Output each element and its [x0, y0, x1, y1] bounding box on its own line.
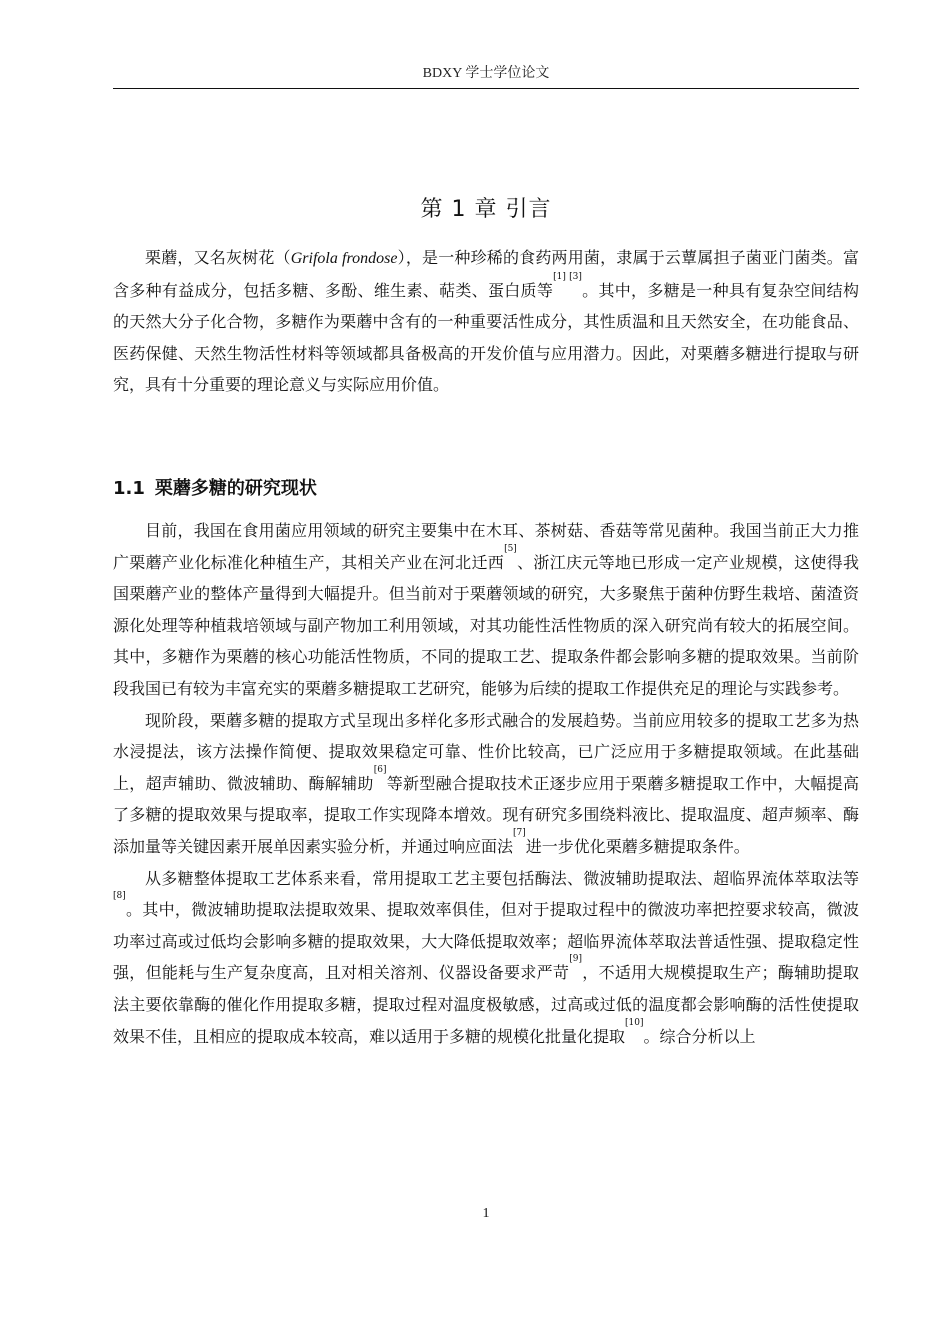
section-title-text: 栗蘑多糖的研究现状 [154, 478, 317, 499]
intro-text: ），是一种珍稀的食药两用菌，隶属于云蕈属担子菌亚门菌类。富含多种有益成分，包括多糖、多酚、维生素、萜类、蛋白质等 [113, 248, 859, 300]
intro-text: 栗蘑，又名灰树花（ [145, 248, 291, 267]
chapter-title: 第 1 章 引言 [420, 196, 552, 222]
section-number: 1.1 [113, 478, 145, 499]
paragraph-text: 目前，我国在食用菌应用领域的研究主要集中在木耳、茶树菇、香菇等常见菌种。我国当前正大力推广栗蘑产业化标准化种植生产，其相关产业在河北迁西 [113, 521, 859, 572]
section-paragraph [113, 863, 859, 1053]
page-number: 1 [482, 1206, 490, 1221]
intro-body [113, 242, 859, 401]
paragraph-text: 从多糖整体提取工艺体系来看，常用提取工艺主要包括酶法、微波辅助提取法、超临界流体萃取法等 [145, 868, 859, 888]
citation-ref[interactable]: [5] [504, 543, 517, 554]
citation-ref[interactable]: [7] [513, 827, 526, 838]
intro-text: 。其中，多糖是一种具有复杂空间结构的天然大分子化合物，多糖作为栗蘑中含有的一种重要活性成分，其性质温和且天然安全，在功能食品、医药保健、天然生物活性材料等领域都具备极高的开发价值与应用潜力。因此，对栗蘑多糖进行提取与研究，具有十分重要的理论意义与实际应用价值。 [113, 280, 859, 395]
citation-ref[interactable]: [6] [373, 764, 387, 775]
paragraph-text: 现阶段，栗蘑多糖的提取方式呈现出多样化多形式融合的发展趋势。当前应用较多的提取工艺多为热水浸提法，该方法操作简便、提取效果稳定可靠、性价比较高，已广泛应用于多糖提取领域。在此基础上，超声辅助、微波辅助、酶解辅助 [113, 710, 859, 793]
citation-ref[interactable]: [1] [3] [553, 271, 582, 282]
paragraph-text: 等新型融合提取技术正逐步应用于栗蘑多糖提取工作中，大幅提高了多糖的提取效果与提取率，提取工作实现降本增效。现有研究多围绕料液比、提取温度、超声频率、酶添加量等关键因素开展单因素实验分析，并通过响应面法 [113, 773, 859, 856]
section-paragraph [113, 705, 859, 863]
intro-paragraph [113, 242, 859, 401]
latin-name: Grifola frondose [290, 250, 398, 267]
paragraph-text: 进一步优化栗蘑多糖提取条件。 [525, 836, 750, 856]
citation-ref[interactable]: [8] [113, 891, 126, 902]
running-header: BDXY 学士学位论文 [422, 66, 550, 81]
paragraph-text: 。综合分析以上 [643, 1026, 756, 1046]
paragraph-text: 、浙江庆元等地已形成一定产业规模，这使得我国栗蘑产业的整体产量得到大幅提升。但当前对于栗蘑领域的研究，大多聚焦于菌种仿野生栽培、菌渣资源化处理等种植栽培领域与副产物加工利用领域，对其功能性活性物质的深入研究尚有较大的拓展空间。其中，多糖作为栗蘑的核心功能活性物质，不同的提取工艺、提取条件都会影响多糖的提取效果。当前阶段我国已有较为丰富充实的栗蘑多糖提取工艺研究，能够为后续的提取工作提供充足的理论与实践参考。 [113, 552, 859, 698]
header-rule [113, 88, 859, 89]
section-heading [113, 475, 317, 503]
section-paragraph [113, 515, 859, 705]
paragraph-text: ，不适用大规模提取生产；酶辅助提取法主要依靠酶的催化作用提取多糖，提取过程对温度极敏感，过高或过低的温度都会影响酶的活性使提取效果不佳，且相应的提取成本较高，难以适用于多糖的规模化批量化提取 [113, 963, 859, 1046]
citation-ref[interactable]: [10] [625, 1017, 644, 1028]
citation-ref[interactable]: [9] [569, 954, 582, 965]
section-body [113, 515, 859, 1052]
paragraph-text: 。其中，微波辅助提取法提取效果、提取效率俱佳，但对于提取过程中的微波功率把控要求较高，微波功率过高或过低均会影响多糖的提取效果，大大降低提取效率；超临界流体萃取法普适性强、提取稳定性强，但能耗与生产复杂度高，且对相关溶剂、仪器设备要求严苛 [113, 900, 859, 983]
